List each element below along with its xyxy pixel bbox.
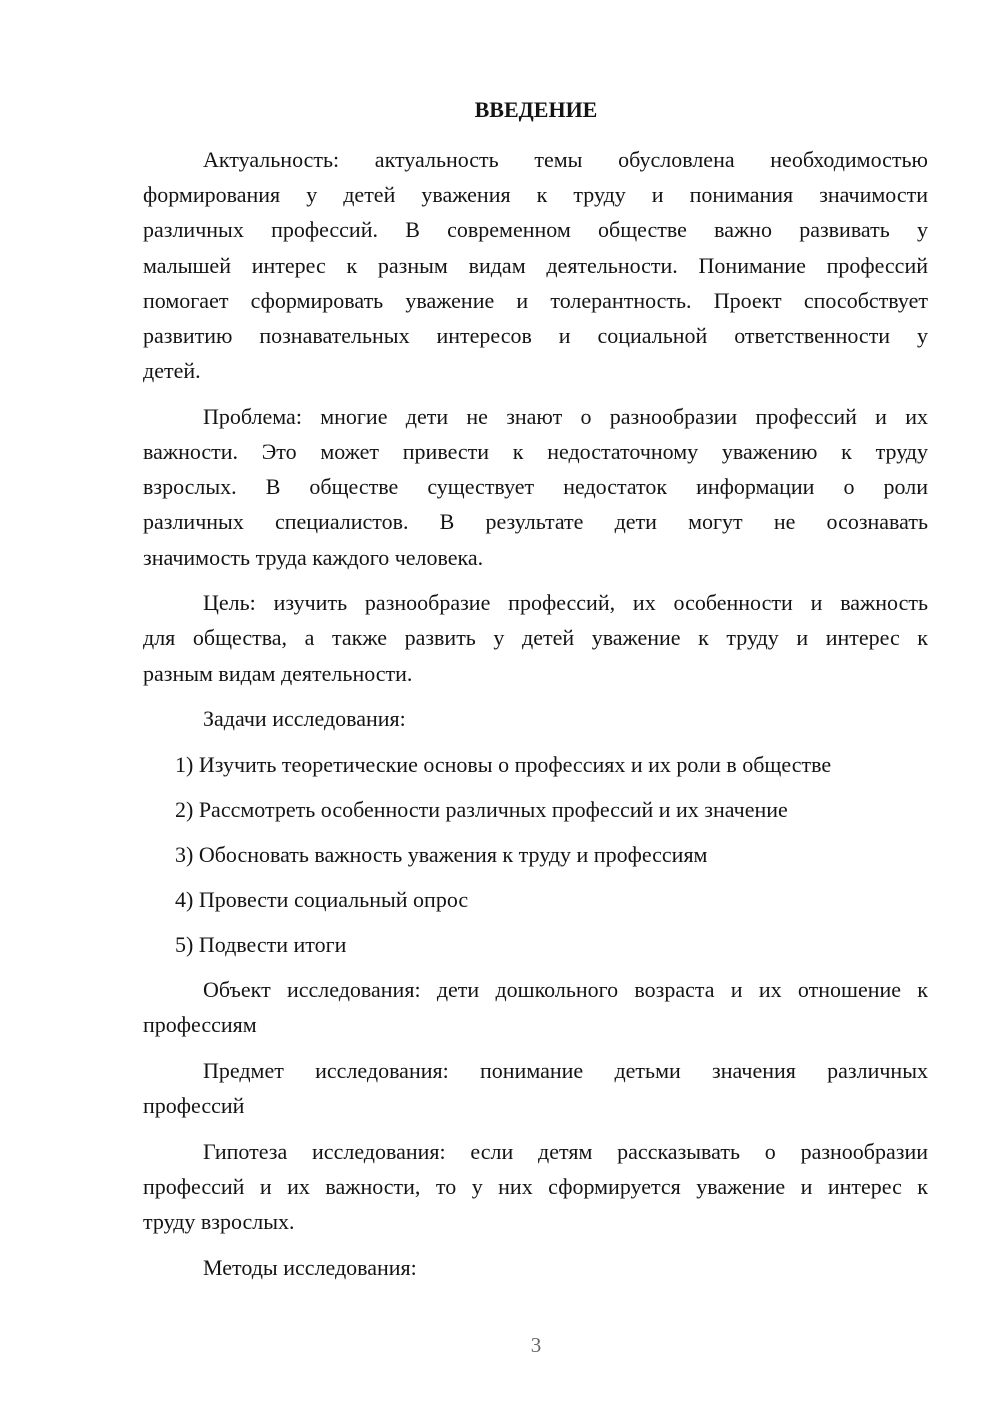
- paragraph: [143, 1250, 928, 1285]
- page-number: 3: [530, 1333, 542, 1357]
- list-item: [143, 792, 928, 827]
- list-item: [143, 837, 928, 872]
- paragraph: [143, 701, 928, 736]
- text-line: для общества, а также развить у детей уважение к труду и интерес к: [143, 625, 928, 651]
- paragraph: [143, 1134, 928, 1240]
- text-line: малышей интерес к разным видам деятельности. Понимание профессий: [143, 252, 928, 278]
- text-line: 1) Изучить теоретические основы о профессиях и их роли в обществе: [175, 752, 832, 777]
- text-line: формирования у детей уважения к труду и понимания значимости: [143, 182, 928, 208]
- text-line: 3) Обосновать важность уважения к труду и профессиям: [175, 841, 708, 867]
- paragraph: [143, 142, 928, 388]
- text-line: важности. Это может привести к недостаточному уважению к труду: [143, 439, 928, 464]
- paragraph: [143, 399, 928, 575]
- text-line: Методы исследования:: [203, 1254, 417, 1280]
- list-item: [143, 927, 928, 962]
- paragraph: [143, 972, 928, 1042]
- list-item: [143, 882, 928, 917]
- text-line: различных специалистов. В результате дети могут не осознавать: [143, 509, 928, 535]
- text-line: Гипотеза исследования: если детям рассказывать о разнообразии: [203, 1138, 928, 1164]
- text-line: разным видам деятельности.: [143, 660, 413, 686]
- paragraph: [143, 585, 928, 691]
- text-line: Задачи исследования:: [203, 706, 406, 732]
- text-line: взрослых. В обществе существует недостаток информации о роли: [143, 474, 928, 500]
- section-title: ВВЕДЕНИЕ: [474, 97, 598, 122]
- paragraph: [143, 1053, 928, 1123]
- text-line: труду взрослых.: [143, 1209, 295, 1235]
- text-line: Объект исследования: дети дошкольного возраста и их отношение к: [203, 976, 928, 1002]
- text-line: профессий: [143, 1092, 245, 1118]
- text-line: Предмет исследования: понимание детьми значения различных: [203, 1057, 928, 1083]
- text-line: помогает сформировать уважение и толерантность. Проект способствует: [143, 287, 928, 313]
- text-line: профессий и их важности, то у них сформируется уважение и интерес к: [143, 1173, 928, 1199]
- text-line: профессиям: [143, 1012, 257, 1038]
- text-line: значимость труда каждого человека.: [143, 544, 484, 570]
- text-line: детей.: [143, 358, 201, 384]
- list-item: [143, 747, 928, 782]
- text-line: развитию познавательных интересов и социальной ответственности у: [143, 322, 928, 348]
- text-line: 4) Провести социальный опрос: [175, 886, 469, 912]
- text-line: 5) Подвести итоги: [175, 931, 347, 957]
- text-line: Проблема: многие дети не знают о разнообразии профессий и их: [203, 403, 928, 429]
- text-line: 2) Рассмотреть особенности различных профессий и их значение: [175, 796, 788, 822]
- text-line: различных профессий. В современном обществе важно развивать у: [143, 217, 928, 243]
- text-line: Цель: изучить разнообразие профессий, их особенности и важность: [203, 590, 928, 616]
- document-body: [143, 142, 928, 1295]
- text-line: Актуальность: актуальность темы обусловлена необходимостью: [203, 147, 928, 172]
